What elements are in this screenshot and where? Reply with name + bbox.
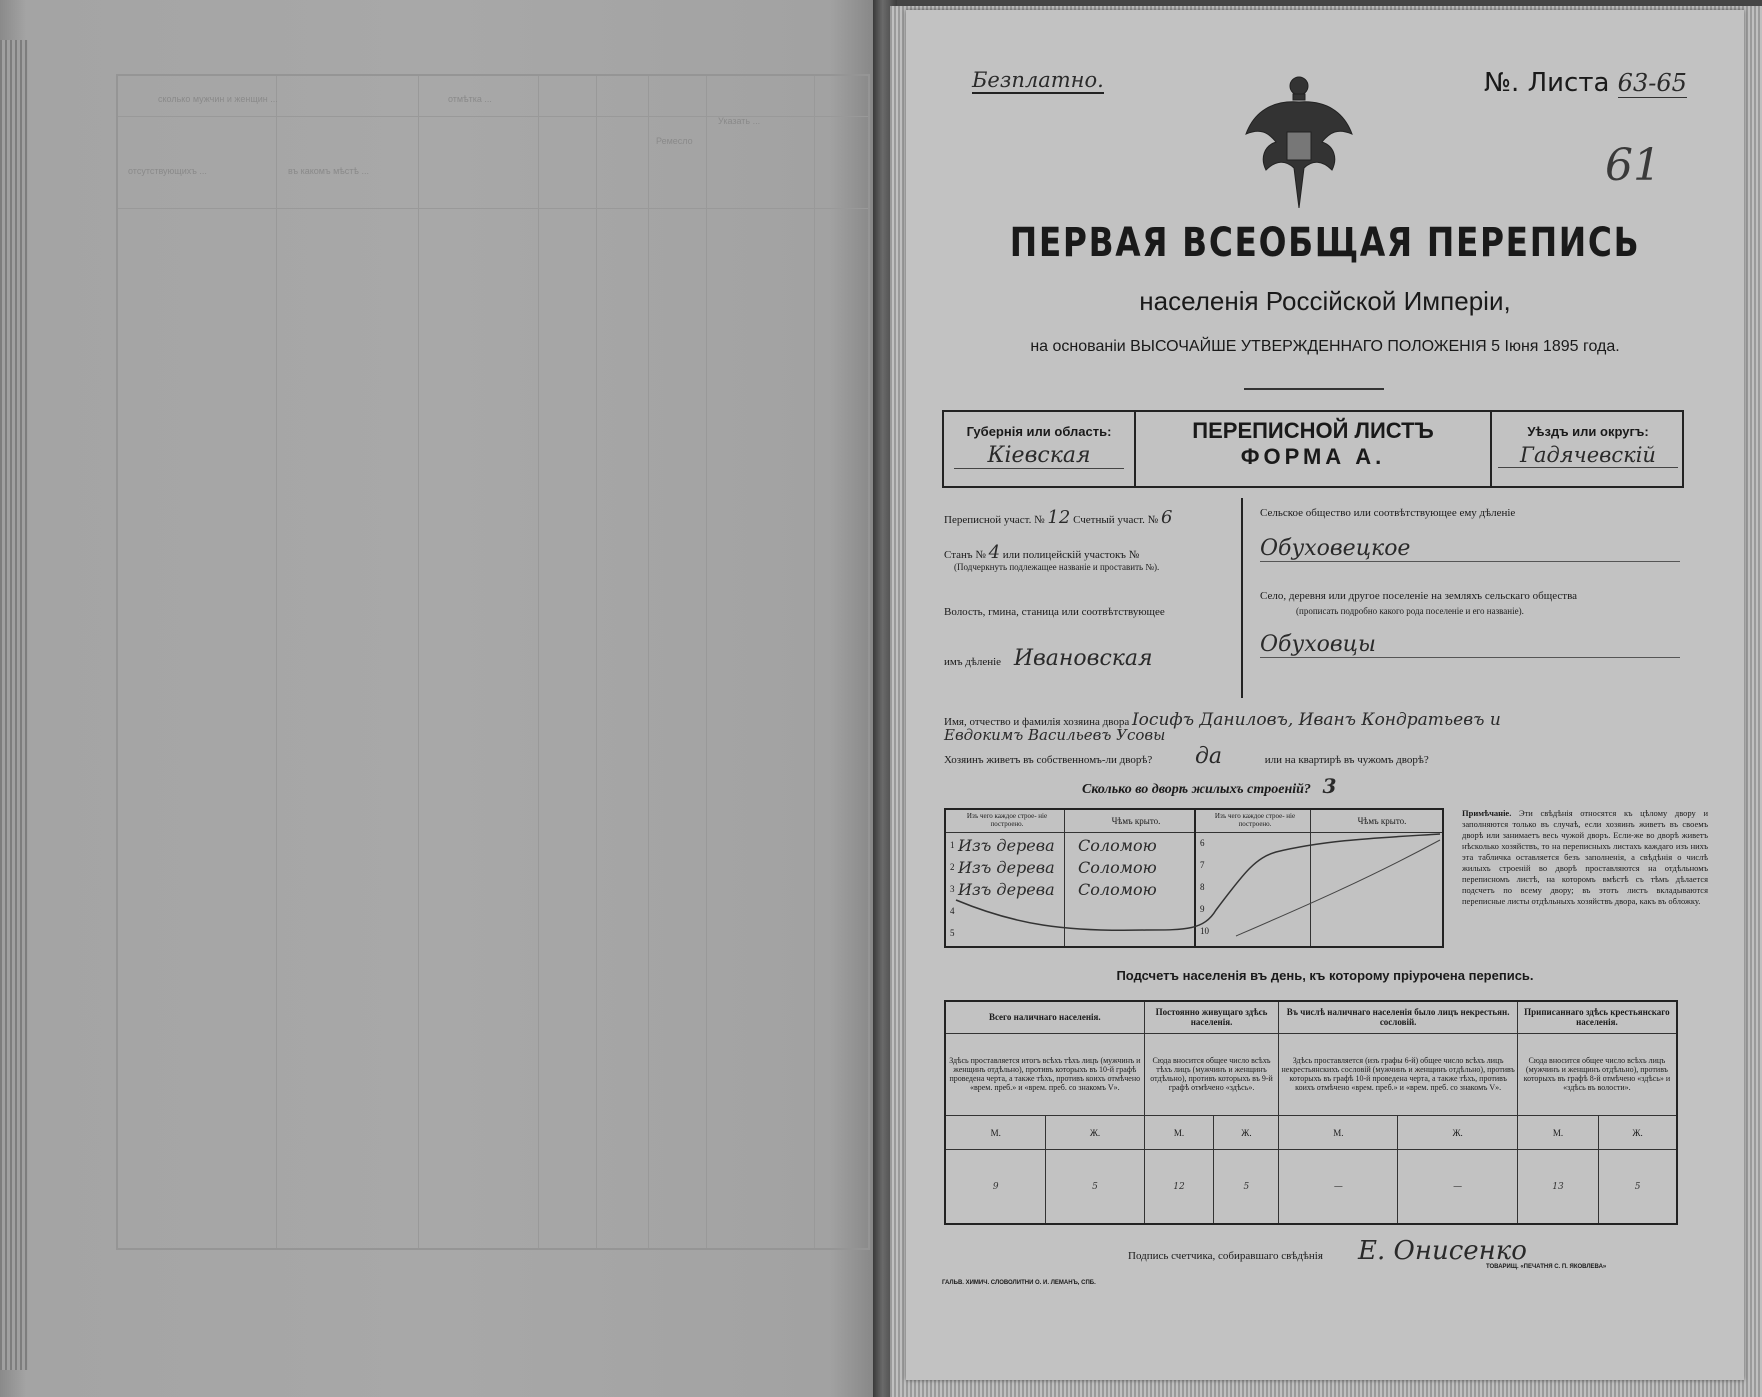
signature-label: Подпись счетчика, собиравшаго свѣдѣнія	[1128, 1250, 1323, 1262]
female-label: Ж.	[1214, 1116, 1279, 1150]
info-divider	[1241, 498, 1243, 698]
form-title-line-1: ПЕРЕПИСНОЙ ЛИСТЪ	[1192, 418, 1434, 443]
total-present-female: 5	[1046, 1150, 1144, 1224]
left-page-stack-edge	[0, 40, 28, 1370]
stamp-number: 61	[1605, 140, 1661, 191]
col-material-header-2: Изъ чего каждое строе- ніе построено.	[1214, 812, 1296, 828]
female-label: Ж.	[1046, 1116, 1144, 1150]
census-area-label: Переписной участ. №	[944, 514, 1045, 526]
non-peasant-female: —	[1398, 1150, 1517, 1224]
col-registered-peasant-desc: Сюда вносится общее число всѣхъ лицъ (мужчинъ и женщинъ отдѣльно), противъ которыхъ въ графѣ 8-й отмѣчено «здѣсь» и «здѣсь въ волости».	[1517, 1033, 1677, 1115]
underline-note: (Подчеркнуть подлежащее названіе и проставить №).	[954, 562, 1160, 572]
left-header-fragment: Ремесло	[656, 136, 693, 146]
village-note: (прописать подробно какого рода поселеніе и его названіе).	[1296, 606, 1524, 616]
female-label: Ж.	[1398, 1116, 1517, 1150]
strike-through-lines	[946, 810, 1442, 946]
rent-label: или на квартирѣ въ чужомъ дворѣ?	[1264, 754, 1429, 766]
census-area-value: 12	[1047, 507, 1071, 528]
province-value: Кіевская	[954, 443, 1124, 469]
registered-peasant-male: 13	[1517, 1150, 1598, 1224]
own-yard-label: Хозяинъ живетъ въ собственномъ-ли дворѣ?	[944, 754, 1153, 766]
col-non-peasant-desc: Здѣсь проставляется (изъ графы 6-й) общее число всѣхъ лицъ некрестьянскихъ сословій (мужчинъ и женщинъ отдѣльно), противъ которыхъ въ графѣ 10-й проведена черта, а также тѣхъ, противъ коихъ отмѣчено «врем. преб.» и «врем. преб. со знакомъ V».	[1279, 1033, 1517, 1115]
ornament-divider	[1244, 388, 1384, 390]
free-label: Безплатно.	[972, 68, 1104, 92]
col-material-header: Изъ чего каждое строе- ніе построено.	[966, 812, 1048, 828]
permanent-male: 12	[1144, 1150, 1214, 1224]
province-label: Губернія или область:	[966, 424, 1112, 439]
left-header-fragment: отмѣтка ...	[448, 94, 492, 104]
female-label: Ж.	[1599, 1116, 1677, 1150]
note-text: Эти свѣдѣнія относятся къ цѣлому двору и заполняются только въ случаѣ, если хозяинъ живетъ въ своемъ дворѣ или занимаетъ весь чужой дворъ. Если-же во дворѣ живетъ нѣсколько хозяйствъ, то на переписныхъ листахъ каждаго изъ нихъ эта табличка оставляется безъ заполненія, а свѣдѣнія о числѣ жилыхъ строеній во дворѣ проставляются на отдѣльномъ переписномъ листѣ, на которомъ вмѣстѣ съ тѣмъ дѣлается подсчетъ по всему двору; въ этотъ листъ вкладываются переписные листы отдѣльныхъ хозяйствъ двора, какъ въ обложку.	[1462, 808, 1708, 906]
count-area-label: Счетный участ. №	[1073, 514, 1159, 526]
col-roof-header-2: Чѣмъ крыто.	[1357, 816, 1407, 826]
permanent-female: 5	[1214, 1150, 1279, 1224]
population-count-heading: Подсчетъ населенія въ день, къ которому пріурочена перепись.	[1116, 968, 1534, 983]
printer-left: ГАЛЬВ. ХИМИЧ. СЛОВОЛИТНИ О. И. ЛЕМАНЪ, СПБ.	[942, 1280, 1096, 1286]
note-label: Примѣчаніе.	[1462, 808, 1512, 818]
col-total-present-title: Всего наличнаго населенія.	[945, 1001, 1144, 1033]
non-peasant-male: —	[1279, 1150, 1398, 1224]
owner-label: Имя, отчество и фамилія хозяина двора	[944, 716, 1130, 728]
sheet-number-label: №. Листа	[1484, 68, 1610, 98]
community-label: Сельское общество или соотвѣтствующее ему дѣленіе	[1260, 507, 1516, 519]
left-header-fragment: сколько мужчин и женщин ...	[158, 94, 278, 104]
population-count-table	[944, 1000, 1678, 1225]
page-subtitle: населенія Россійской Имперіи,	[1139, 286, 1511, 316]
left-header-fragment: Указать ...	[718, 116, 761, 126]
village-label: Село, деревня или другое поселеніе на земляхъ сельскаго общества	[1260, 590, 1578, 602]
registered-peasant-female: 5	[1599, 1150, 1677, 1224]
col-registered-peasant-title: Приписаннаго здѣсь крестьянскаго населенія.	[1517, 1001, 1677, 1033]
page-title: ПЕРВАЯ ВСЕОБЩАЯ ПЕРЕПИСЬ	[1009, 220, 1641, 266]
owner-value-line-2: Евдокимъ Васильевъ Усовы	[944, 726, 1166, 744]
sheet-number-value: 63-65	[1617, 69, 1687, 97]
buildings-count-value: 3	[1322, 774, 1337, 798]
col-roof-header: Чѣмъ крыто.	[1111, 816, 1161, 826]
legal-basis: на основаніи ВЫСОЧАЙШЕ УТВЕРЖДЕННАГО ПОЛОЖЕНІЯ 5 Іюня 1895 года.	[1030, 338, 1620, 355]
form-header-box	[942, 410, 1684, 488]
stan-label: Станъ №	[944, 549, 986, 561]
police-area-label: или полицейскій участокъ №	[1002, 549, 1140, 561]
male-label: М.	[945, 1116, 1046, 1150]
signature: Е. Онисенко	[1358, 1236, 1527, 1266]
stan-value: 4	[988, 542, 1001, 563]
own-yard-value: да	[1194, 744, 1223, 769]
volost-label-2: имъ дѣленіе	[944, 656, 1002, 668]
male-label: М.	[1517, 1116, 1598, 1150]
male-label: М.	[1279, 1116, 1398, 1150]
district-value: Гадячевскій	[1498, 443, 1678, 468]
left-faint-table-grid	[116, 74, 870, 1250]
left-page	[0, 0, 873, 1397]
left-header-fragment: въ какомъ мѣстѣ ...	[288, 166, 369, 176]
buildings-count-label: Сколько во дворѣ жилыхъ строеній?	[1082, 782, 1311, 797]
community-value: Обуховецкое	[1260, 536, 1680, 562]
imperial-eagle-emblem	[1242, 72, 1357, 208]
total-present-male: 9	[945, 1150, 1046, 1224]
col-non-peasant-title: Въ числѣ наличнаго населенія было лицъ некрестьян. сословій.	[1279, 1001, 1517, 1033]
district-label: Уѣздъ или округъ:	[1527, 424, 1649, 439]
count-area-value: 6	[1160, 507, 1173, 528]
buildings-table: Изъ чего каждое строе- ніе построено. Чѣмъ крыто. 1 Изъ дерева Соломою 2 Изъ дерева Соломою 3 Изъ дерева Соломою 4 5 Изъ чего каждое строе- ніе построено. Чѣмъ крыто. 6 7 8 9 10	[944, 808, 1444, 948]
form-title-line-2: ФОРМА А.	[1240, 444, 1386, 469]
volost-label: Волость, гмина, станица или соотвѣтствующее	[944, 606, 1165, 618]
volost-value: Ивановская	[1013, 646, 1153, 671]
census-form-page	[906, 10, 1744, 1380]
col-permanent-title: Постоянно живущаго здѣсь населенія.	[1144, 1001, 1279, 1033]
male-label: М.	[1144, 1116, 1214, 1150]
owner-value-line-1: Іосифъ Даниловъ, Иванъ Кондратьевъ и	[1131, 710, 1501, 730]
village-value: Обуховцы	[1260, 632, 1680, 658]
printer-right: ТОВАРИЩ. «ПЕЧАТНЯ С. П. ЯКОВЛЕВА»	[1486, 1264, 1607, 1270]
buildings-note	[1462, 808, 1708, 907]
left-header-fragment: отсутствующихъ ...	[128, 166, 207, 176]
col-total-present-desc: Здѣсь проставляется итогъ всѣхъ тѣхъ лицъ (мужчинъ и женщинъ отдѣльно), противъ которыхъ въ 10-й графѣ проведена черта, а также тѣхъ, противъ коихъ отмѣчено «врем. преб.» и «врем. преб. со знакомъ V».	[945, 1033, 1144, 1115]
col-permanent-desc: Сюда вносится общее число всѣхъ тѣхъ лицъ (мужчинъ и женщинъ отдѣльно), противъ которыхъ въ 9-й графѣ отмѣчено «здѣсь».	[1144, 1033, 1279, 1115]
